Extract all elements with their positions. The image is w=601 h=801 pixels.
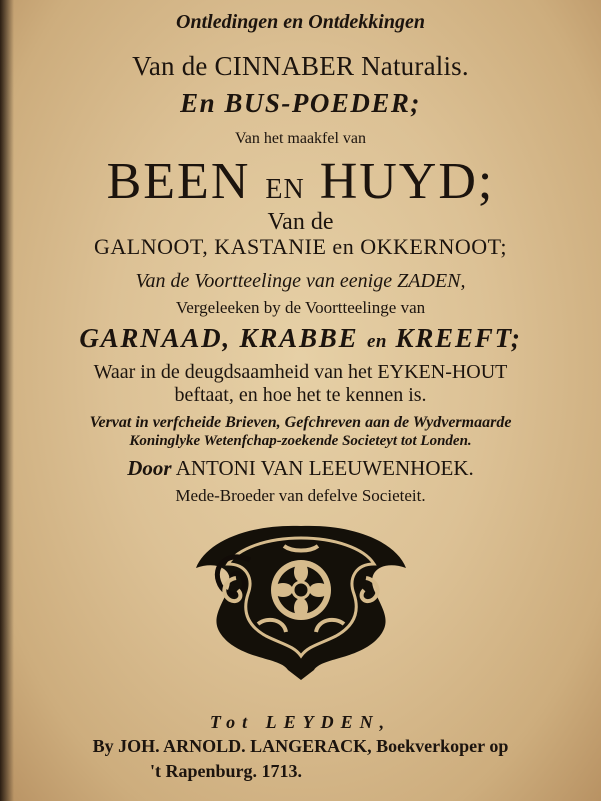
heading-line-3: En BUS-POEDER; (180, 88, 421, 118)
heading-line-6: Van de (267, 209, 334, 235)
main-title-conjunction: EN (265, 174, 305, 205)
imprint-place: Tot LEYDEN, (209, 712, 392, 732)
author-line (0, 458, 601, 479)
main-title-word-1: BEEN (106, 153, 251, 210)
heading-line-12: beftaat, en hoe het te kennen is. (174, 384, 427, 406)
heading-line-7: GALNOOT, KASTANIE en OKKERNOOT; (94, 234, 507, 259)
author-affiliation: Mede-Broeder van defelve Societeit. (175, 486, 426, 505)
author-name: ANTONI VAN LEEUWENHOEK. (175, 456, 474, 480)
heading-line-14: Koninglyke Wetenfchap-zoekende Societeyt tot Londen. (129, 433, 472, 449)
main-title (0, 153, 601, 210)
heading-line-2: Van de CINNABER Naturalis. (132, 51, 469, 81)
heading-line-10-part-a: GARNAAD, KRABBE (79, 323, 359, 353)
imprint-printer: By JOH. ARNOLD. LANGERACK, Boekverkoper op (92, 736, 509, 756)
floral-rose-ornament-icon (188, 520, 414, 682)
heading-line-10-conjunction: en (366, 331, 387, 352)
heading-line-11: Waar in de deugdsaamheid van het EYKEN-HOUT (93, 361, 508, 383)
heading-line-10-part-b: KREEFT; (395, 323, 522, 353)
heading-line-10 (0, 325, 601, 352)
heading-line-4: Van het maakfel van (234, 130, 367, 147)
heading-line-9: Vergeleeken by de Voortteelinge van (175, 298, 426, 317)
heading-line-13: Vervat in verfcheide Brieven, Gefchreven aan de Wydvermaarde (89, 414, 512, 431)
heading-line-1: Ontledingen en Ontdekkingen (176, 11, 425, 33)
main-title-word-2: HUYD; (319, 153, 495, 210)
imprint-address-year: 't Rapenburg. 1713. (150, 761, 303, 781)
author-prefix: Door (127, 456, 172, 480)
heading-line-8: Van de Voortteelinge van eenige ZADEN, (135, 270, 466, 292)
